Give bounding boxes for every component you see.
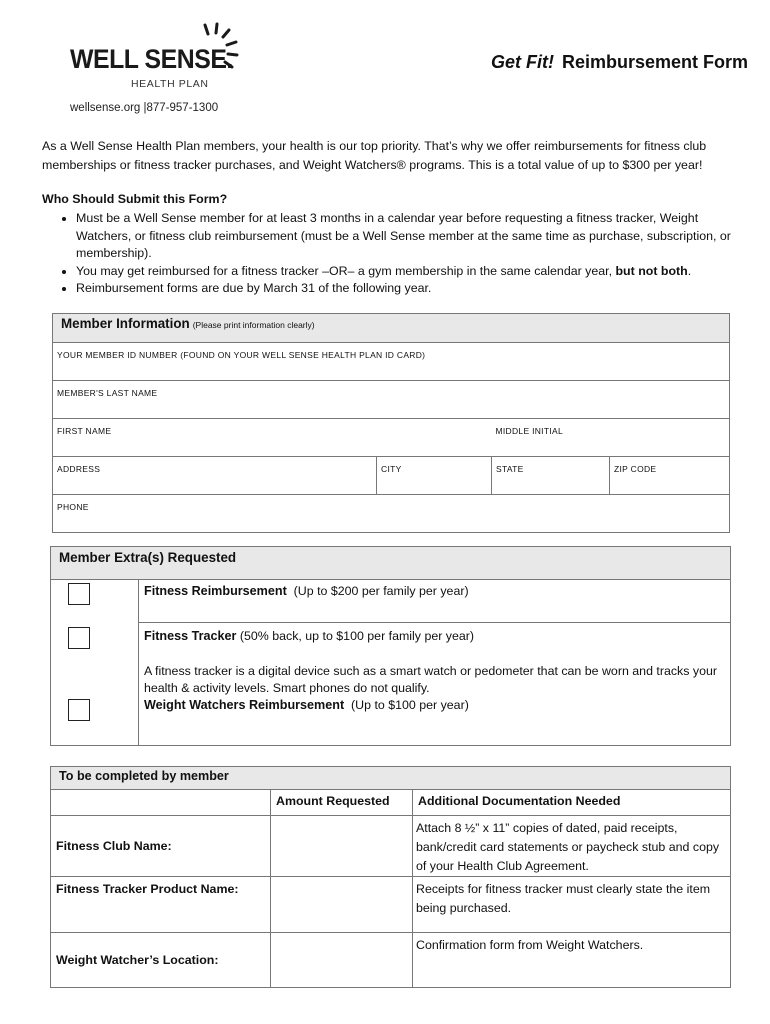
tracker-checkbox-cell xyxy=(51,623,139,698)
zip-field[interactable] xyxy=(610,457,730,495)
weight-watchers-detail: (Up to $100 per year) xyxy=(351,698,469,712)
tracker-amount-field[interactable] xyxy=(271,877,413,933)
member-info-title: Member Information xyxy=(61,316,190,331)
extras-header xyxy=(51,547,731,580)
ww-amount-field[interactable] xyxy=(271,933,413,988)
fitness-club-label: Fitness Club Name: xyxy=(56,839,172,853)
fitness-reimbursement-option xyxy=(139,580,731,623)
zip-label: ZIP CODE xyxy=(614,464,657,474)
tracker-docs-text: Receipts for fitness tracker must clearly state the item being purchased. xyxy=(416,882,711,915)
form-title xyxy=(491,52,748,73)
middle-initial-label: MIDDLE INITIAL xyxy=(495,426,563,436)
fitness-reimbursement-label: Fitness Reimbursement xyxy=(144,584,287,598)
tracker-product-label: Fitness Tracker Product Name: xyxy=(56,882,239,896)
last-name-field[interactable] xyxy=(53,381,730,419)
documentation-header: Additional Documentation Needed xyxy=(418,794,621,808)
who-heading: Who Should Submit this Form? xyxy=(42,192,228,206)
first-name-field[interactable] xyxy=(53,419,492,457)
member-id-label: YOUR MEMBER ID NUMBER (FOUND ON YOUR WELL SENSE HEALTH PLAN ID CARD) xyxy=(57,350,426,360)
ww-location-field[interactable] xyxy=(51,933,271,988)
member-info-table xyxy=(52,313,730,533)
first-name-label: FIRST NAME xyxy=(57,426,112,436)
fitness-checkbox-cell xyxy=(51,580,139,623)
phone-label: PHONE xyxy=(57,502,89,512)
completion-header xyxy=(51,767,731,790)
fitness-tracker-checkbox[interactable] xyxy=(68,627,90,649)
state-label: STATE xyxy=(496,464,524,474)
ww-checkbox-cell xyxy=(51,697,139,745)
city-label: CITY xyxy=(381,464,402,474)
fitness-tracker-option xyxy=(139,623,731,698)
eligibility-item: • You may get reimbursed for a fitness tracker –OR– a gym membership in the same calendar year, but not both. xyxy=(76,263,756,281)
tracker-product-name-field[interactable] xyxy=(51,877,271,933)
member-info-note: (Please print information clearly) xyxy=(192,320,315,330)
eligibility-list xyxy=(42,210,756,298)
fitness-club-name-field[interactable] xyxy=(51,816,271,877)
weight-watchers-checkbox[interactable] xyxy=(68,699,90,721)
ww-docs xyxy=(413,933,731,988)
eligibility-item: • Reimbursement forms are due by March 31 of the following year. xyxy=(76,280,756,298)
fitness-tracker-label: Fitness Tracker xyxy=(144,629,237,643)
fitness-club-amount-field[interactable] xyxy=(271,816,413,877)
form-title-italic: Get Fit! xyxy=(490,52,554,72)
member-completion-table xyxy=(50,766,731,988)
fitness-tracker-description: A fitness tracker is a digital device such as a smart watch or pedometer that can be worn and tracks your health & activity levels. Smart phones do not qualify. xyxy=(144,664,717,695)
fitness-club-docs xyxy=(413,816,731,877)
fitness-club-docs-text: Attach 8 ½” x 11” copies of dated, paid receipts, bank/credit card statements or paycheck stub and copy of your Health Club Agreement. xyxy=(416,821,720,873)
address-label: ADDRESS xyxy=(57,464,101,474)
member-id-field[interactable] xyxy=(53,343,730,381)
intro-paragraph: As a Well Sense Health Plan members, your health is our top priority. That’s why we offer reimbursements for fitness club memberships or fitness tracker purchases, and Weight Watchers® programs. This is a total value of up to $300 per year! xyxy=(42,139,707,172)
weight-watchers-option xyxy=(139,697,731,745)
form-title-rest: Reimbursement Form xyxy=(561,52,748,72)
phone-field[interactable] xyxy=(53,495,730,533)
city-field[interactable] xyxy=(377,457,492,495)
ww-docs-text: Confirmation form from Weight Watchers. xyxy=(416,938,644,952)
extras-table xyxy=(50,546,731,746)
tracker-docs xyxy=(413,877,731,933)
completion-title: To be completed by member xyxy=(59,769,229,783)
middle-initial-field[interactable] xyxy=(492,419,730,457)
logo-wordmark: WELL SENSE. xyxy=(70,44,233,74)
fitness-reimbursement-detail: (Up to $200 per family per year) xyxy=(293,584,469,598)
state-field[interactable] xyxy=(492,457,610,495)
blank-header-cell xyxy=(51,790,271,816)
address-field[interactable] xyxy=(53,457,377,495)
last-name-label: MEMBER'S LAST NAME xyxy=(57,388,158,398)
extras-title: Member Extra(s) Requested xyxy=(59,550,237,565)
weight-watchers-label: Weight Watchers Reimbursement xyxy=(144,698,345,712)
logo-subtitle: HEALTH PLAN xyxy=(131,78,209,90)
ww-location-label: Weight Watcher’s Location: xyxy=(56,953,219,967)
fitness-reimbursement-checkbox[interactable] xyxy=(68,583,90,605)
amount-header-cell xyxy=(271,790,413,816)
contact-info: wellsense.org |877-957-1300 xyxy=(70,102,219,114)
docs-header-cell xyxy=(413,790,731,816)
fitness-tracker-detail: (50% back, up to $100 per family per year) xyxy=(239,629,475,643)
amount-requested-header: Amount Requested xyxy=(276,794,390,808)
member-info-header xyxy=(53,314,730,343)
eligibility-item: • Must be a Well Sense member for at least 3 months in a calendar year before requesting a fitness tracker, Weight Watchers, or fitness club reimbursement (must be a Well Sense member at the same time as purchase, subscription, or membership). xyxy=(76,210,756,263)
